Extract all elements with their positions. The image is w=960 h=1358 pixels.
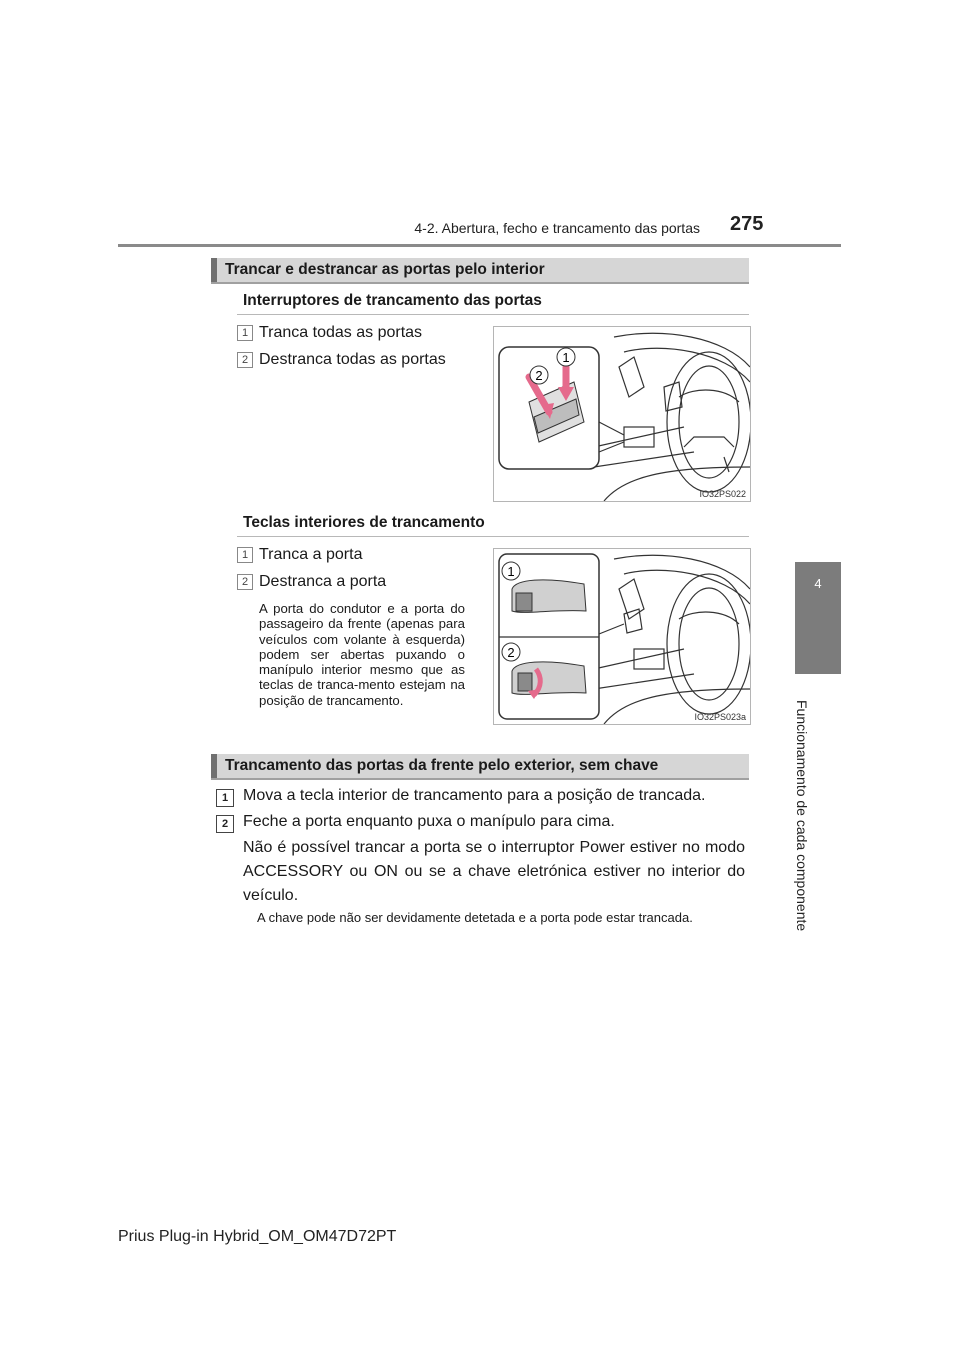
step-number-badge: 1 xyxy=(216,789,234,807)
item-number-badge: 2 xyxy=(237,352,253,368)
item-number-badge: 1 xyxy=(237,547,253,563)
step-text: Mova a tecla interior de trancamento para a posição de trancada. xyxy=(243,787,706,804)
section-title: Trancamento das portas da frente pelo exterior, sem chave xyxy=(225,757,659,774)
page-number: 275 xyxy=(730,213,764,235)
chapter-number: 4 xyxy=(814,576,822,591)
figure-lock-switches xyxy=(493,326,751,502)
note-paragraph: A porta do condutor e a porta do passageiro da frente (apenas para veículos com volante à esquerda) podem ser abertas puxando o manípulo interior mesmo que as teclas de tranca-mento estejam na posição de trancamento. xyxy=(259,601,465,708)
section-title: Trancar e destrancar as portas pelo interior xyxy=(225,261,545,278)
svg-text:1: 1 xyxy=(562,350,570,365)
note-text: A chave pode não ser devidamente detetada e a porta pode estar trancada. xyxy=(257,910,693,925)
item-number-badge: 1 xyxy=(237,325,253,341)
step-number-badge: 2 xyxy=(216,815,234,833)
subheading-lock-switches: Interruptores de trancamento das portas xyxy=(243,292,542,309)
item-text: Tranca todas as portas xyxy=(259,324,423,341)
item-text: Destranca a porta xyxy=(259,573,387,590)
section-header-bar xyxy=(211,258,217,282)
footer-model-code: Prius Plug-in Hybrid_OM_OM47D72PT xyxy=(118,1228,397,1245)
figure-illustration xyxy=(494,327,750,501)
section-header-bar xyxy=(211,754,217,778)
item-text: Tranca a porta xyxy=(259,546,363,563)
subheading-rule xyxy=(237,536,749,537)
section-header xyxy=(211,754,749,780)
subheading-rule xyxy=(237,314,749,315)
section-header xyxy=(211,258,749,284)
subheading-interior-lock-buttons: Teclas interiores de trancamento xyxy=(243,514,485,531)
svg-text:2: 2 xyxy=(507,645,515,660)
chapter-label-text: Funcionamento de cada componente xyxy=(794,700,810,932)
step-text: Feche a porta enquanto puxa o manípulo para cima. xyxy=(243,813,615,830)
info-paragraph: Não é possível trancar a porta se o interruptor Power estiver no modo ACCESSORY ou ON ou se a chave eletrónica estiver no interior do veículo. xyxy=(243,839,745,904)
item-number-badge: 2 xyxy=(237,574,253,590)
item-text: Destranca todas as portas xyxy=(259,351,446,368)
header-section-title: 4-2. Abertura, fecho e trancamento das portas xyxy=(414,220,700,236)
figure-code: IO32PS022 xyxy=(699,489,746,499)
figure-interior-lock-buttons xyxy=(493,548,751,725)
figure-code: IO32PS023a xyxy=(694,712,746,722)
header-rule xyxy=(118,244,841,247)
svg-text:2: 2 xyxy=(535,368,543,383)
figure-illustration xyxy=(494,549,750,724)
svg-text:1: 1 xyxy=(507,564,515,579)
